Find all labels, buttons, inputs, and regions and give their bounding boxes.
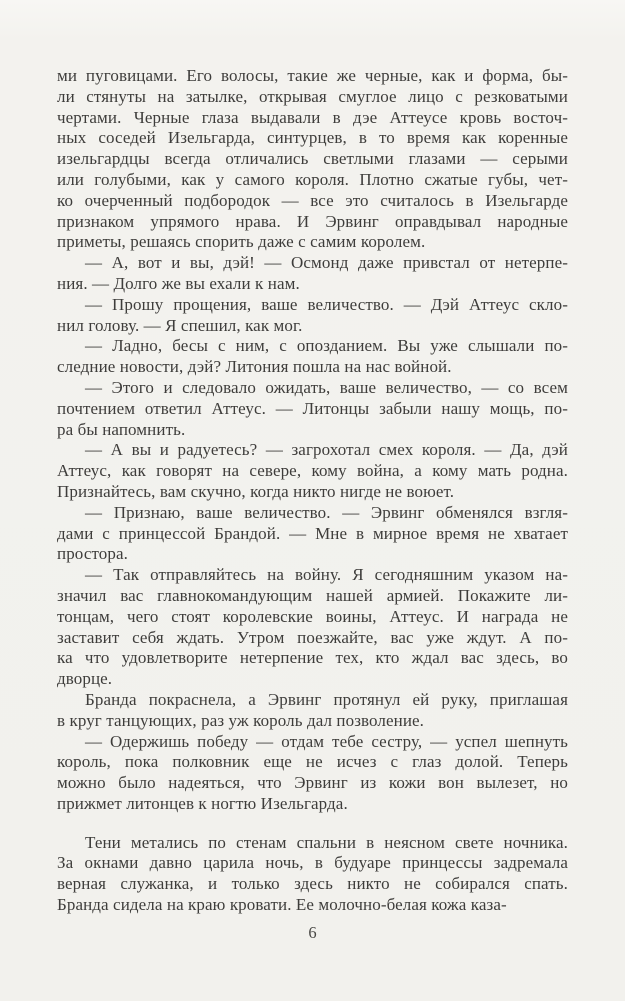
text-line: — А вы и радуетесь? — загрохотал смех короля. — Да, дэй xyxy=(85,440,568,460)
text-line: дами с принцессой Брандой. — Мне в мирное время не хватает xyxy=(57,523,568,543)
text-line: — Так отправляйтесь на войну. Я сегодняшним указом на- xyxy=(85,565,568,585)
text-line: признаком упрямого нрава. И Эрвинг оправдывал народные xyxy=(57,211,568,231)
text-line: ко очерченный подбородок — все это считалось в Изельгарде xyxy=(57,190,568,210)
text-line: Аттеус, как говорят на севере, кому война, а кому мать родна. xyxy=(57,461,568,481)
text-line: следние новости, дэй? Литония пошла на нас войной. xyxy=(57,357,452,377)
text-line: чертами. Черные глаза выдавали в дэе Аттеусе кровь восточ- xyxy=(57,107,568,127)
text-line: ра бы напомнить. xyxy=(57,419,186,439)
text-line: в круг танцующих, раз уж король дал позволение. xyxy=(57,710,425,730)
paragraph xyxy=(57,336,568,378)
text-line: верная служанка, и только здесь никто не собирался спать. xyxy=(57,874,568,894)
text-line: ка что удовлетворите нетерпение тех, кто ждал вас здесь, во xyxy=(57,648,568,668)
paragraph xyxy=(57,66,568,253)
paragraph xyxy=(57,833,568,916)
paragraph xyxy=(57,732,568,815)
text-line: Бранда сидела на краю кровати. Ее молочно-белая кожа каза- xyxy=(57,895,507,915)
paragraph xyxy=(57,378,568,440)
text-line: ных соседей Изельгарда, синтурцев, в то время как коренные xyxy=(57,128,568,148)
text-line: — Прошу прощения, ваше величество. — Дэй Аттеус скло- xyxy=(85,294,568,314)
paragraph xyxy=(57,253,568,295)
text-line: простора. xyxy=(57,544,128,564)
text-line: — Признаю, ваше величество. — Эрвинг обменялся взгля- xyxy=(85,502,568,522)
text-line: прижмет литонцев к ногтю Изельгарда. xyxy=(57,793,348,813)
paragraph xyxy=(57,295,568,337)
text-line: заставит себя ждать. Утром поезжайте, вас уже ждут. А по- xyxy=(57,627,568,647)
page-number: 6 xyxy=(308,922,317,942)
text-line: дворце. xyxy=(57,669,113,689)
text-line: почтением ответил Аттеус. — Литонцы забыли нашу мощь, по- xyxy=(57,398,568,418)
text-line: За окнами давно царила ночь, в будуаре принцессы задремала xyxy=(57,853,568,873)
paragraph xyxy=(57,690,568,732)
paragraph xyxy=(57,503,568,565)
text-line: изельгардцы всегда отличались светлыми глазами — серыми xyxy=(57,149,568,169)
text-line: или голубыми, как у самого короля. Плотно сжатые губы, чет- xyxy=(57,169,568,189)
text-line: приметы, решаясь спорить даже с самим королем. xyxy=(57,232,426,252)
text-line: Признайтесь, вам скучно, когда никто нигде не воюет. xyxy=(57,481,455,501)
text-line: ли стянуты на затылке, открывая смуглое лицо с резковатыми xyxy=(57,86,568,106)
text-line: значил вас главнокомандующим нашей армией. Покажите ли- xyxy=(57,585,568,605)
text-line: ния. — Долго же вы ехали к нам. xyxy=(57,273,300,293)
text-line: можно было надеяться, что Эрвинг из кожи вон вылезет, но xyxy=(57,773,568,793)
text-line: Тени метались по стенам спальни в неясном свете ночника. xyxy=(85,832,568,852)
text-line: Бранда покраснела, а Эрвинг протянул ей руку, приглашая xyxy=(85,689,568,709)
text-line: король, пока полковник еще не исчез с глаз долой. Теперь xyxy=(57,752,568,772)
text-line: — Ладно, бесы с ним, с опозданием. Вы уже слышали по- xyxy=(85,336,568,356)
text-line: тонцам, чего стоят королевские воины, Аттеус. И награда не xyxy=(57,606,568,626)
paragraph xyxy=(57,440,568,502)
paragraph xyxy=(57,565,568,690)
text-line: — Этого и следовало ожидать, ваше величество, — со всем xyxy=(85,377,568,397)
text-line: — А, вот и вы, дэй! — Осмонд даже привстал от нетерпе- xyxy=(85,253,568,273)
text-line: ми пуговицами. Его волосы, такие же черные, как и форма, бы- xyxy=(57,66,568,85)
text-line: нил голову. — Я спешил, как мог. xyxy=(57,315,303,335)
text-line: — Одержишь победу — отдам тебе сестру, — успел шепнуть xyxy=(85,731,568,751)
